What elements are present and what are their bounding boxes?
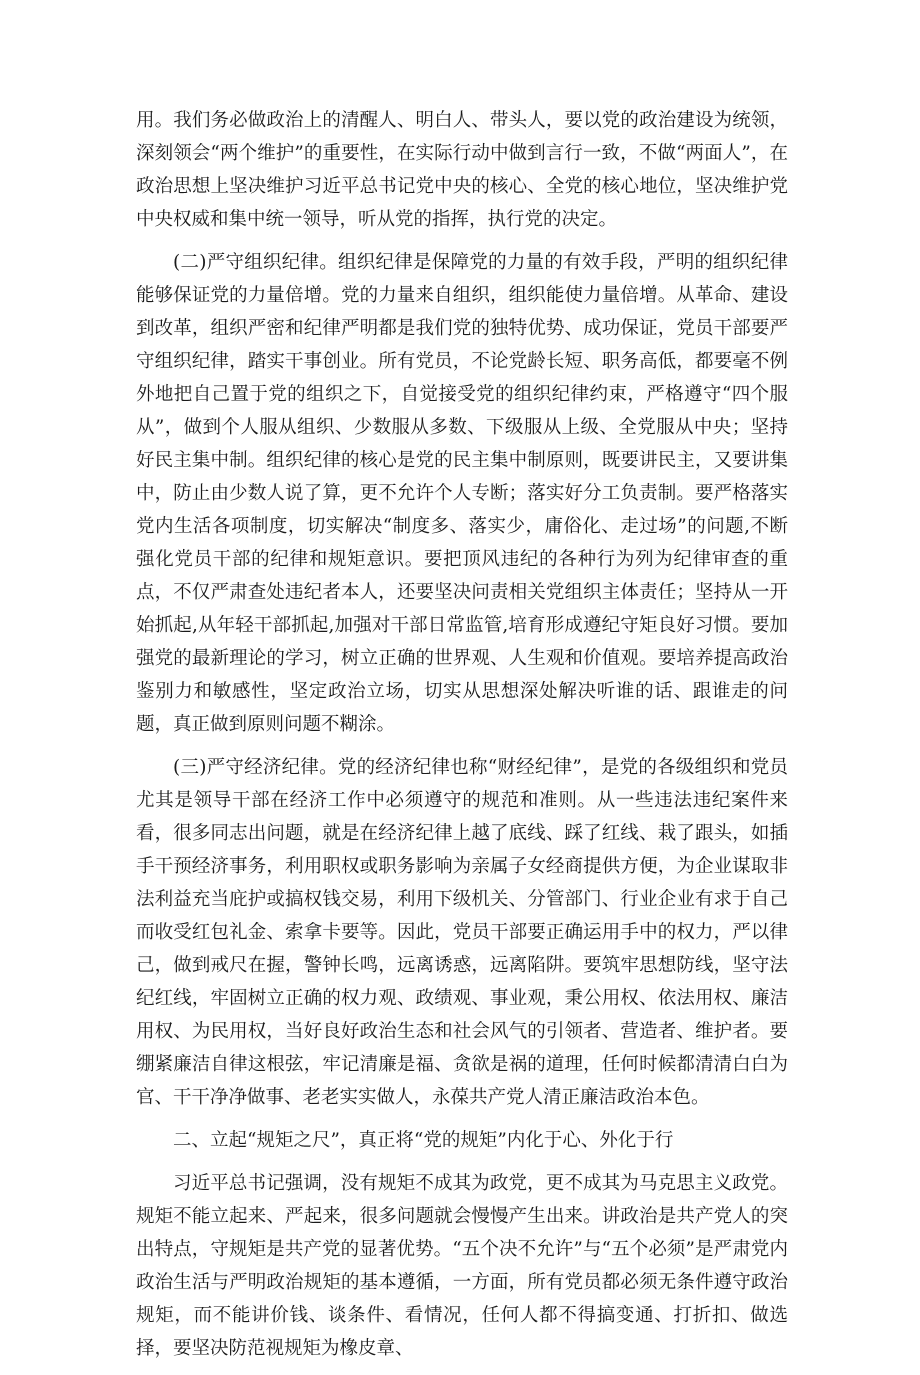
paragraph-organizational-discipline: (二)严守组织纪律。组织纪律是保障党的力量的有效手段，严明的组织纪律能够保证党的力量倍增。党的力量来自组织，组织能使力量倍增。从革命、建设到改革，组织严密和纪律严明都是我们党的独特优势、成功保证，党员干部要严守组织纪律，踏实干事创业。所有党员，不论党龄长短、职务高低，都要毫不例外地把自己置于党的组织之下，自觉接受党的组织纪律约束，严格遵守“四个服从”，做到个人服从组织、少数服从多数、下级服从上级、全党服从中央；坚持好民主集中制。组织纪律的核心是党的民主集中制原则，既要讲民主，又要讲集中，防止由少数人说了算，更不允许个人专断；落实好分工负责制。要严格落实党内生活各项制度，切实解决“制度多、落实少，庸俗化、走过场”的问题,不断强化党员干部的纪律和规矩意识。要把顶风违纪的各种行为列为纪律审查的重点，不仅严肃查处违纪者本人，还要坚决问责相关党组织主体责任；坚持从一开始抓起,从年轻干部抓起,加强对干部日常监管,培育形成遵纪守矩良好习惯。要加强党的最新理论的学习，树立正确的世界观、人生观和价值观。要培养提高政治鉴别力和敏感性，坚定政治立场，切实从思想深处解决听谁的话、跟谁走的问题，真正做到原则问题不糊涂。 [136,252,788,735]
document-body [136,104,788,1375]
paragraph-rules: 习近平总书记强调，没有规矩不成其为政党，更不成其为马克思主义政党。规矩不能立起来、严起来，很多问题就会慢慢产生出来。讲政治是共产党人的突出特点，守规矩是共产党的显著优势。“五个决不允许”与“五个必须”是严肃党内政治生活与严明政治规矩的基本遵循，一方面，所有党员都必须无条件遵守政治规矩，而不能讲价钱、谈条件、看情况，任何人都不得搞变通、打折扣、做选择，要坚决防范视规矩为橡皮章、 [136,1173,788,1359]
paragraph-continuation: 用。我们务必做政治上的清醒人、明白人、带头人，要以党的政治建设为统领，深刻领会“两个维护”的重要性，在实际行动中做到言行一致，不做“两面人”，在政治思想上坚决维护习近平总书记党中央的核心、全党的核心地位，坚决维护党中央权威和集中统一领导，听从党的指挥，执行党的决定。 [136,110,788,230]
paragraph-economic-discipline: (三)严守经济纪律。党的经济纪律也称“财经纪律”，是党的各级组织和党员尤其是领导干部在经济工作中必须遵守的规范和准则。从一些违法违纪案件来看，很多同志出问题，就是在经济纪律上越了底线、踩了红线、栽了跟头，如插手干预经济事务，利用职权或职务影响为亲属子女经商提供方便，为企业谋取非法利益充当庇护或搞权钱交易，利用下级机关、分管部门、行业企业有求于自己而收受红包礼金、索拿卡要等。因此，党员干部要正确运用手中的权力，严以律己，做到戒尺在握，警钟长鸣，远离诱惑，远离陷阱。要筑牢思想防线，坚守法纪红线，牢固树立正确的权力观、政绩观、事业观，秉公用权、依法用权、廉洁用权、为民用权，当好良好政治生态和社会风气的引领者、营造者、维护者。要绷紧廉洁自律这根弦，牢记清廉是福、贪欲是祸的道理，任何时候都清清白白为官、干干净净做事、老老实实做人，永葆共产党人清正廉洁政治本色。 [136,757,788,1108]
section-heading-two: 二、立起“规矩之尺”，真正将“党的规矩”内化于心、外化于行 [173,1130,674,1151]
